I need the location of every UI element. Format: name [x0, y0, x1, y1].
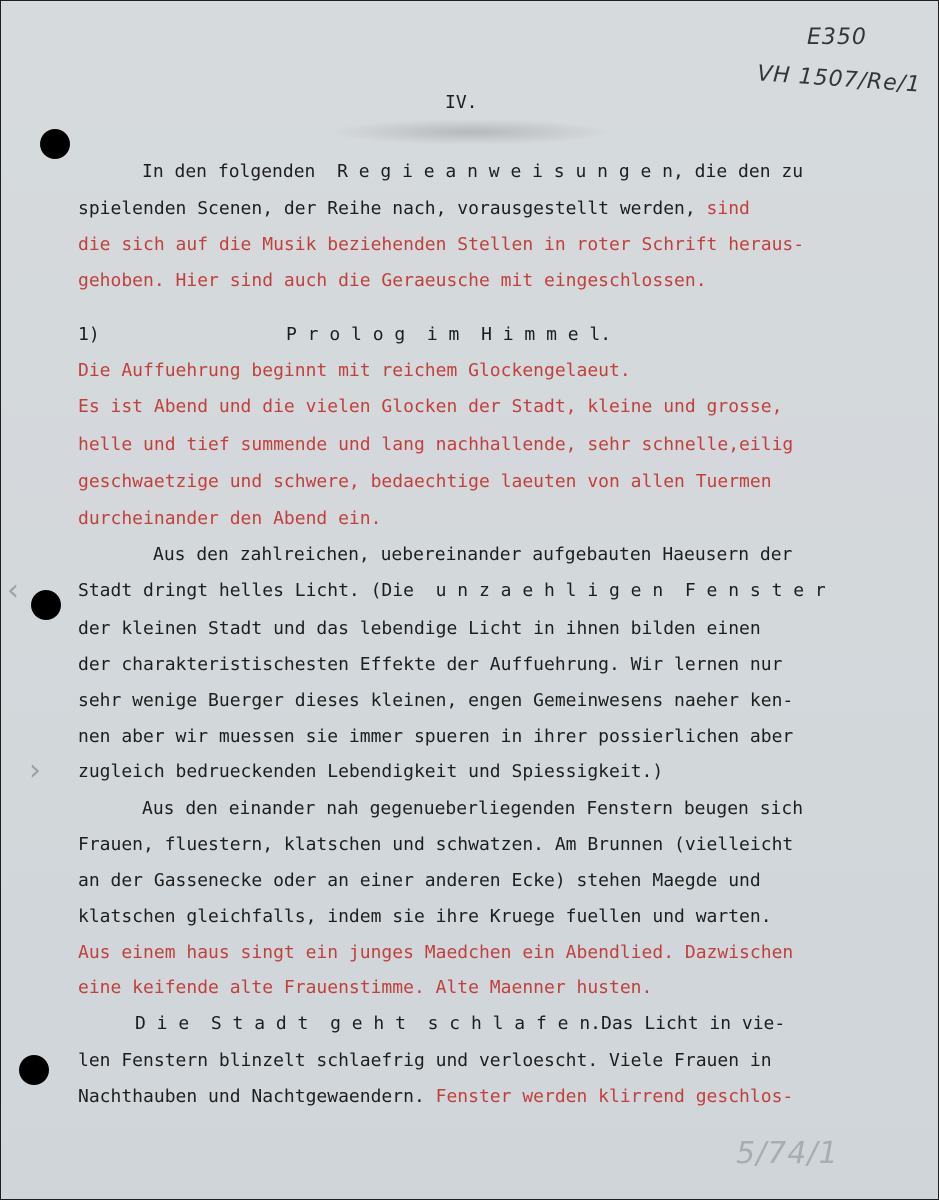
red-text-segment: geschwaetzige und schwere, bedaechtige laeuten von allen Tuermen [78, 471, 772, 492]
text-segment: der charakteristischesten Effekte der Auffuehrung. Wir lernen nur [78, 654, 783, 675]
left-angle-mark-icon: ‹ [7, 573, 19, 608]
text-segment: P r o l o g i m H i m m e l. [286, 324, 612, 345]
red-text-segment: die sich auf die Musik beziehenden Stellen in roter Schrift heraus- [78, 234, 805, 255]
text-line [135, 1012, 785, 1036]
red-text-segment: gehoben. Hier sind auch die Geraeusche mit eingeschlossen. [78, 270, 707, 291]
text-line [153, 543, 792, 567]
red-text-segment: helle und tief summende und lang nachhallende, sehr schnelle,eilig [78, 434, 794, 455]
text-line [78, 869, 761, 893]
text-line [78, 833, 793, 857]
text-line [142, 797, 803, 821]
text-line [78, 579, 826, 603]
page-number: IV. [445, 92, 478, 113]
reference-annotation: VH 1507/Re/1 [756, 61, 922, 98]
text-line [78, 470, 772, 494]
text-line [78, 653, 782, 677]
red-text-segment: Fenster werden klirrend geschlos- [435, 1086, 794, 1107]
red-text-segment: sind [706, 198, 750, 219]
text-segment: Aus den zahlreichen, uebereinander aufgebauten Haeusern der [153, 544, 793, 565]
text-line [78, 760, 663, 784]
text-line [78, 323, 100, 347]
text-line [142, 160, 803, 184]
text-line [78, 689, 793, 713]
text-line [78, 1085, 793, 1109]
text-segment: In den folgenden R e g i e a n w e i s u n g e n, die den zu [142, 161, 804, 182]
red-text-segment: durcheinander den Abend ein. [78, 508, 382, 529]
text-segment: spielenden Scenen, der Reihe nach, vorausgestellt werden, [78, 198, 707, 219]
text-segment: zugleich bedrueckenden Lebendigkeit und Spiessigkeit.) [78, 761, 664, 782]
footer-annotation: 5/74/1 [736, 1136, 839, 1171]
text-line [78, 617, 761, 641]
text-line [78, 269, 707, 293]
red-text-segment: Die Auffuehrung beginnt mit reichem Glockengelaeut. [78, 360, 631, 381]
text-line [78, 905, 772, 929]
red-text-segment: eine keifende alte Frauenstimme. Alte Maenner husten. [78, 977, 653, 998]
text-line [78, 233, 804, 257]
text-segment: Frauen, fluestern, klatschen und schwatzen. Am Brunnen (vielleicht [78, 834, 794, 855]
text-segment: Stadt dringt helles Licht. (Die u n z a e h l i g e n F e n s t e r [78, 580, 826, 601]
text-line [286, 323, 611, 347]
text-segment: an der Gassenecke oder an einer anderen Ecke) stehen Maegde und [78, 870, 761, 891]
text-segment: Das Licht in vie- [601, 1013, 786, 1034]
punch-hole [31, 590, 61, 620]
text-line [78, 359, 631, 383]
archive-code-annotation: E350 [807, 25, 867, 50]
text-segment: sehr wenige Buerger dieses kleinen, engen Gemeinwesens naeher ken- [78, 690, 794, 711]
right-angle-mark-icon: › [29, 753, 41, 788]
text-line [78, 725, 793, 749]
text-line [78, 507, 381, 531]
text-segment: klatschen gleichfalls, indem sie ihre Kruege fuellen und warten. [78, 906, 772, 927]
red-text-segment: Aus einem haus singt ein junges Maedchen ein Abendlied. Dazwischen [78, 942, 794, 963]
punch-hole [40, 129, 70, 159]
text-segment: len Fenstern blinzelt schlaefrig und verloescht. Viele Frauen in [78, 1050, 772, 1071]
text-segment: 1) [78, 324, 100, 345]
text-line [78, 1049, 772, 1073]
text-line [78, 976, 652, 1000]
text-segment: D i e S t a d t g e h t s c h l a f e n. [135, 1013, 601, 1034]
text-line [78, 395, 782, 419]
smudge-mark [331, 119, 611, 145]
text-line [78, 941, 793, 965]
text-line [78, 197, 750, 221]
text-segment: Nachthauben und Nachtgewaendern. [78, 1086, 436, 1107]
text-segment: Aus den einander nah gegenueberliegenden Fenstern beugen sich [142, 798, 804, 819]
text-line [78, 433, 793, 457]
red-text-segment: Es ist Abend und die vielen Glocken der Stadt, kleine und grosse, [78, 396, 783, 417]
text-segment: der kleinen Stadt und das lebendige Licht in ihnen bilden einen [78, 618, 761, 639]
punch-hole [19, 1055, 49, 1085]
text-segment: nen aber wir muessen sie immer spueren in ihrer possierlichen aber [78, 726, 794, 747]
